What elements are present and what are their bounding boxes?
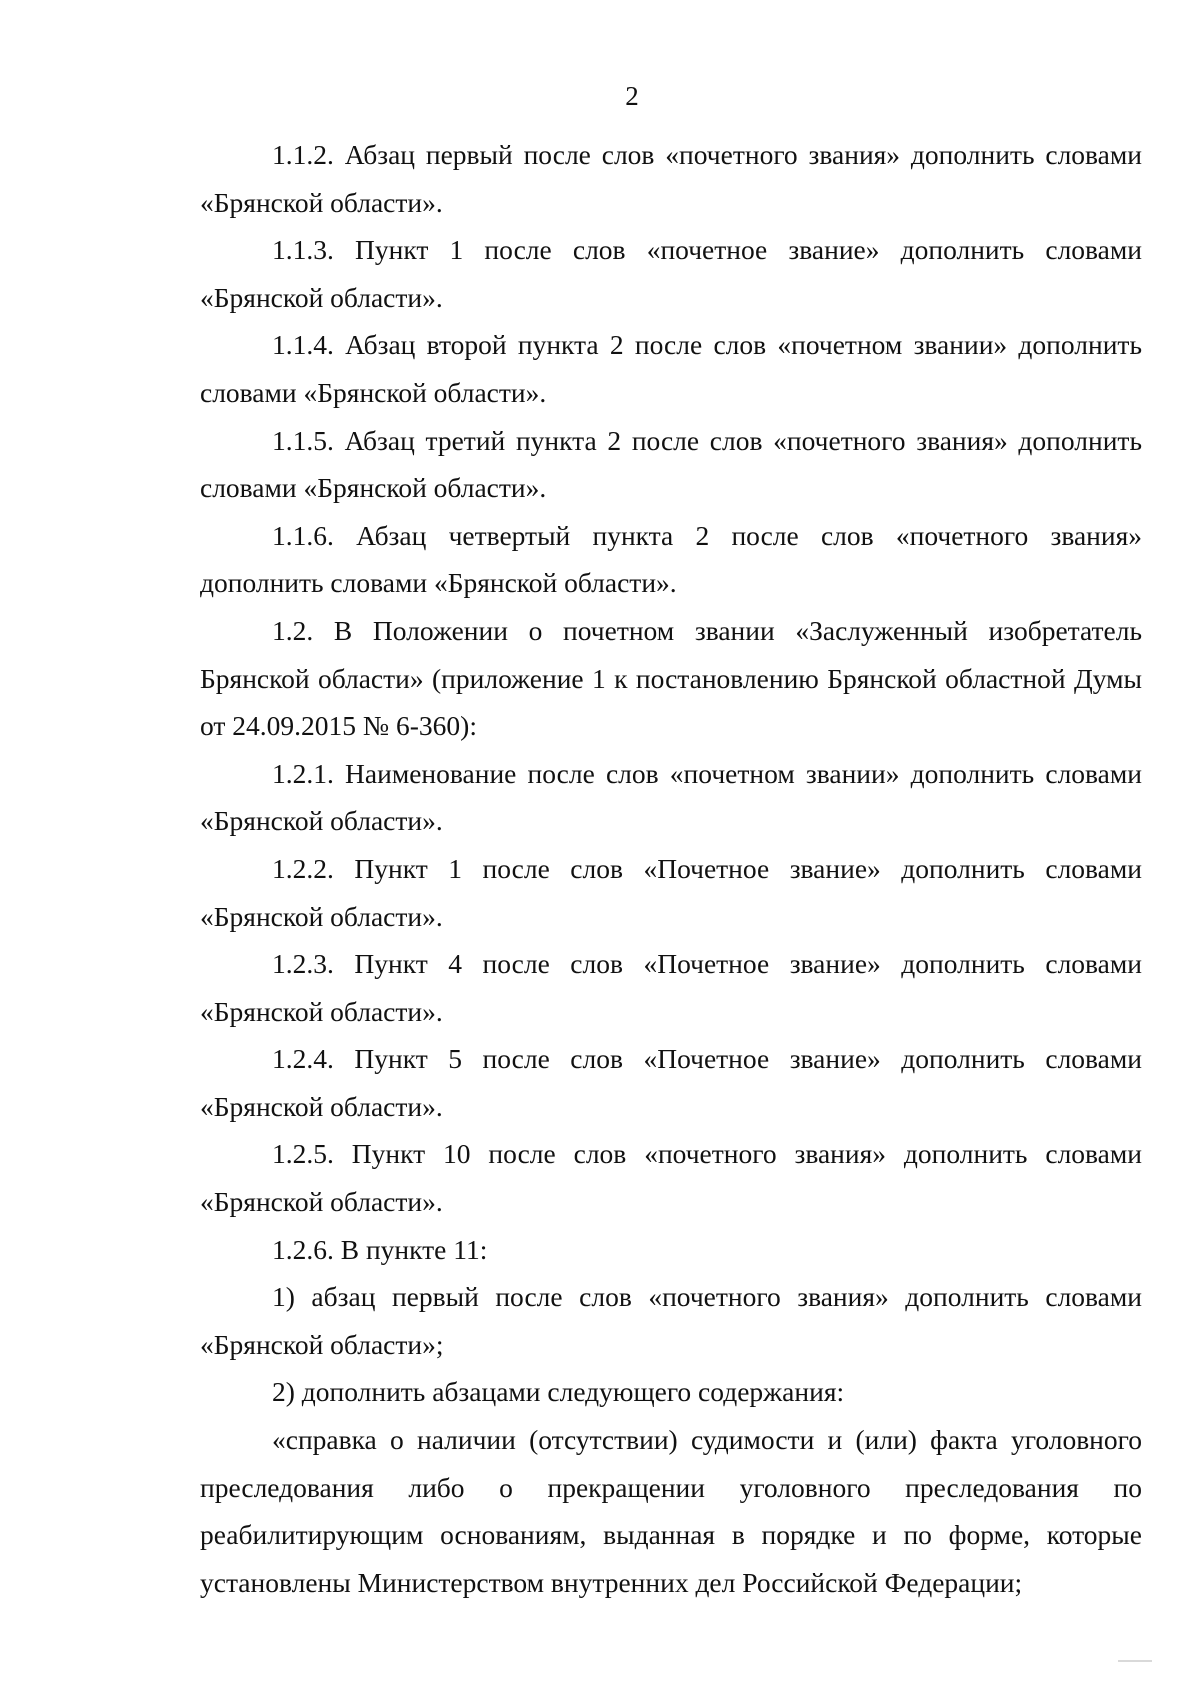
paragraph-1-1-2: 1.1.2. Абзац первый после слов «почетного звания» дополнить словами «Брянской области». — [200, 139, 1142, 218]
subparagraph-1: 1) абзац первый после слов «почетного звания» дополнить словами «Брянской области»; — [200, 1281, 1142, 1360]
scan-artifact — [1118, 1660, 1152, 1672]
page-number: 2 — [625, 81, 639, 111]
subparagraph-2: 2) дополнить абзацами следующего содержания: — [272, 1376, 845, 1408]
paragraph-1-2-6: 1.2.6. В пункте 11: — [272, 1233, 488, 1265]
paragraph-1-2-4: 1.2.4. Пункт 5 после слов «Почетное звание» дополнить словами «Брянской области». — [200, 1043, 1142, 1122]
paragraph-1-1-4: 1.1.4. Абзац второй пункта 2 после слов «почетном звании» дополнить словами «Брянской области». — [200, 329, 1142, 408]
paragraph-1-1-3: 1.1.3. Пункт 1 после слов «почетное звание» дополнить словами «Брянской области». — [200, 234, 1142, 313]
paragraph-1-2-5: 1.2.5. Пункт 10 после слов «почетного звания» дополнить словами «Брянской области». — [200, 1138, 1142, 1218]
paragraph-1-1-6: 1.1.6. Абзац четвертый пункта 2 после слов «почетного звания» дополнить словами «Брянской области». — [200, 519, 1142, 599]
quoted-paragraph: «справка о наличии (отсутствии) судимости и (или) факта уголовного преследования либо о прекращении уголовного преследования по реабилитирующим основаниям, выданная в порядке и по форме, которые установлены Министерством внутренних дел Российской Федерации; — [200, 1424, 1142, 1598]
paragraph-1-2-1: 1.2.1. Наименование после слов «почетном звании» дополнить словами «Брянской области». — [200, 757, 1142, 837]
paragraph-1-2-2: 1.2.2. Пункт 1 после слов «Почетное звание» дополнить словами «Брянской области». — [200, 852, 1142, 932]
paragraph-1-2-3: 1.2.3. Пункт 4 после слов «Почетное звание» дополнить словами «Брянской области». — [200, 948, 1142, 1027]
document-body — [200, 131, 1142, 1606]
paragraph-1-2: 1.2. В Положении о почетном звании «Заслуженный изобретатель Брянской области» (приложение 1 к постановлению Брянской областной Думы от 24.09.2015 № 6-360): — [200, 614, 1142, 742]
paragraph-1-1-5: 1.1.5. Абзац третий пункта 2 после слов «почетного звания» дополнить словами «Брянской области». — [200, 424, 1142, 504]
